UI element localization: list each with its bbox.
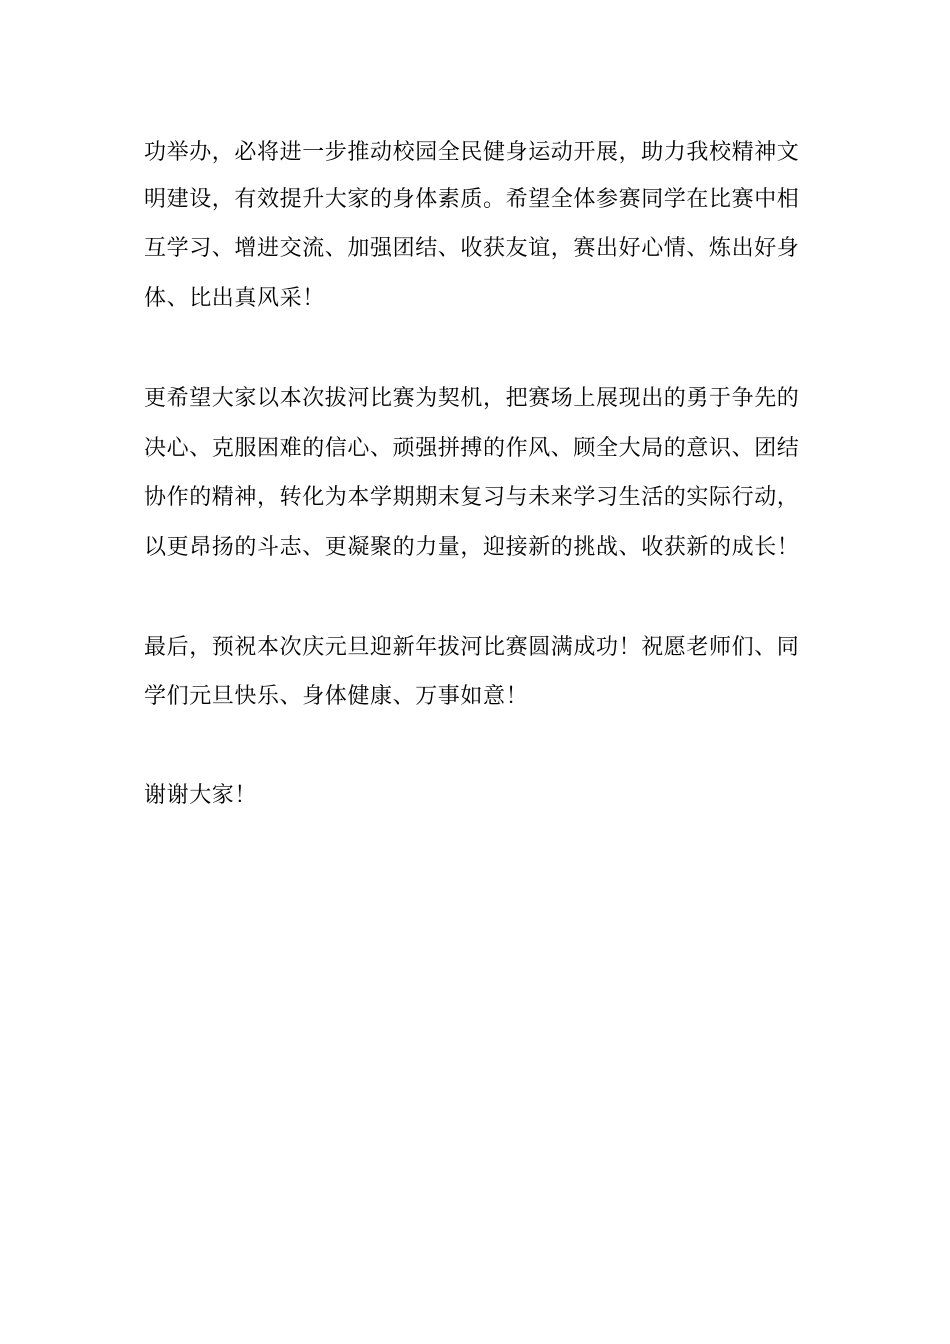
paragraph-line: 谢谢大家！ (144, 783, 258, 808)
paragraph-line: 决心、克服困难的信心、顽强拼搏的作风、顾全大局的意识、团结 (144, 436, 800, 461)
paragraph-line: 明建设，有效提升大家的身体素质。希望全体参赛同学在比赛中相 (144, 187, 800, 212)
paragraph-line: 体、比出真风采！ (144, 286, 325, 311)
paragraph-line: 功举办，必将进一步推动校园全民健身运动开展，助力我校精神文 (144, 140, 800, 165)
paragraph-line: 更希望大家以本次拔河比赛为契机，把赛场上展现出的勇于争先的 (144, 386, 800, 411)
paragraph-line: 最后，预祝本次庆元旦迎新年拔河比赛圆满成功！祝愿老师们、同 (144, 635, 800, 660)
paragraph-line: 协作的精神，转化为本学期期末复习与未来学习生活的实际行动， (144, 485, 800, 510)
paragraph-line: 以更昂扬的斗志、更凝聚的力量，迎接新的挑战、收获新的成长！ (144, 535, 800, 560)
paragraph-line: 学们元旦快乐、身体健康、万事如意！ (144, 684, 529, 709)
paragraph-line: 互学习、增进交流、加强团结、收获友谊，赛出好心情、炼出好身 (144, 236, 800, 261)
